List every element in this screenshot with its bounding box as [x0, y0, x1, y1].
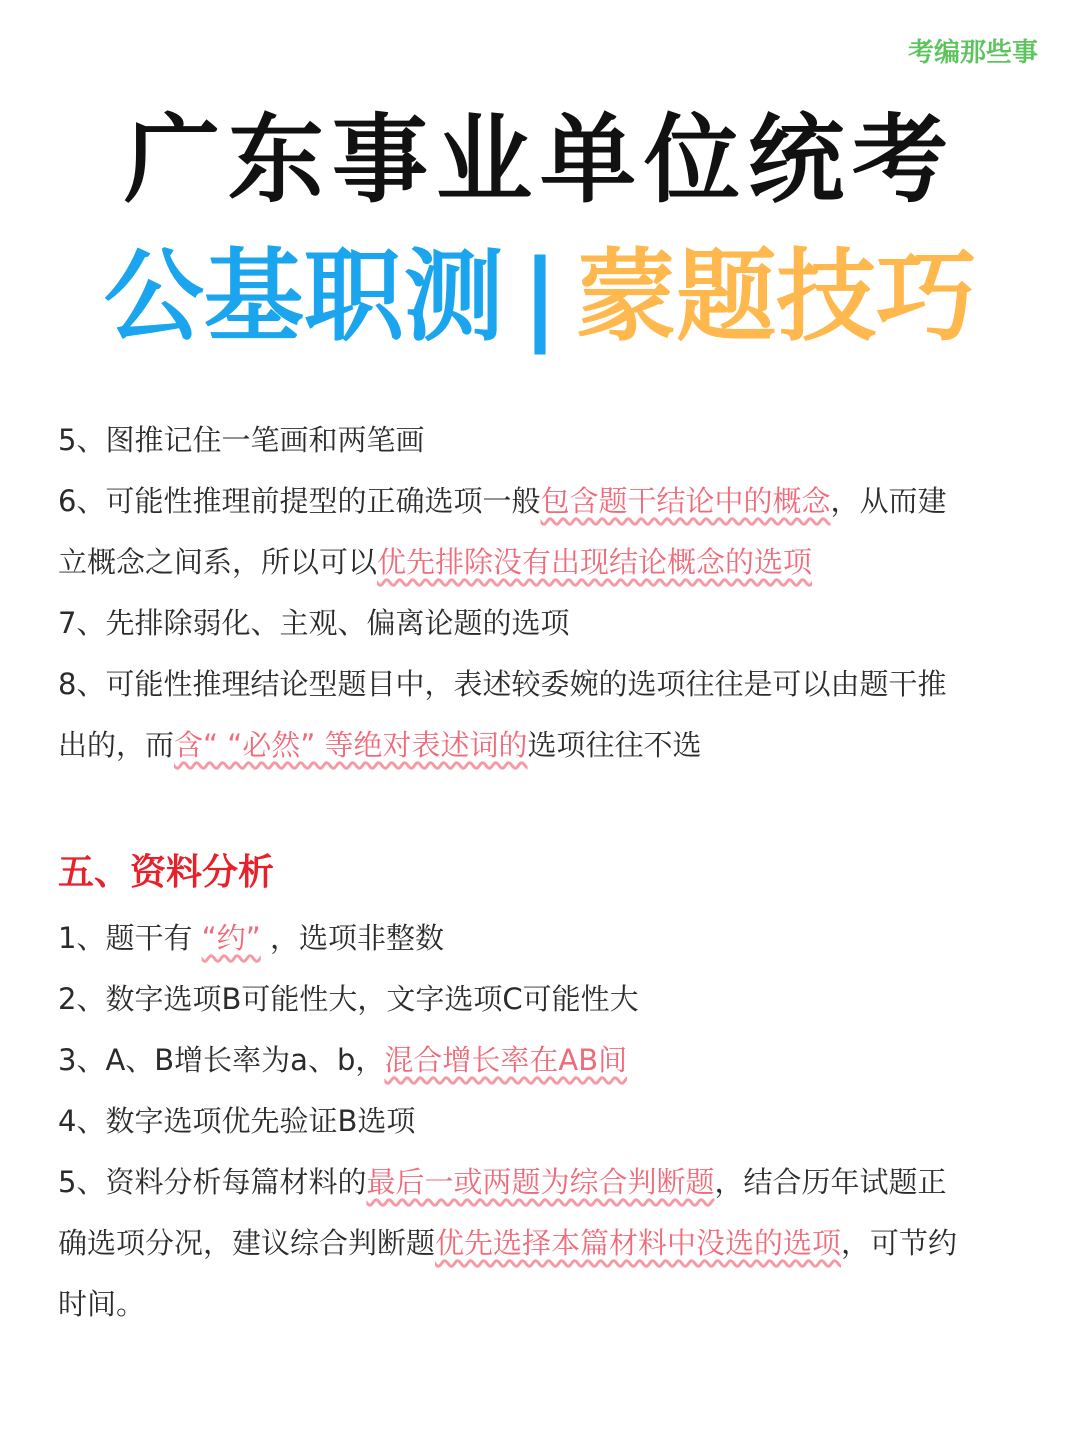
page-title: 广东事业单位统考: [124, 104, 956, 216]
page-subtitle: [0, 232, 1080, 362]
list-item: [58, 969, 1028, 1030]
list-item: [58, 1030, 1028, 1091]
content-body: [58, 410, 1028, 1335]
list-item: [58, 471, 1028, 532]
list-item: [58, 410, 1028, 471]
list-item: [58, 1152, 1028, 1213]
text-segment: 立概念之间系，所以可以: [58, 545, 378, 579]
text-segment: 出的，而: [58, 728, 175, 762]
highlighted-text: “约”: [201, 921, 261, 955]
list-item: [58, 1213, 1028, 1274]
text-segment: ，结合历年试题正: [714, 1165, 947, 1199]
text-segment: 确选项分况，建议综合判断题: [58, 1226, 436, 1260]
subtitle-separator: |: [521, 238, 559, 355]
subtitle-left: 公基职测: [103, 238, 504, 355]
text-segment: 4、数字选项优先验证B选项: [58, 1104, 416, 1138]
watermark: 考编那些事: [907, 38, 1038, 68]
highlighted-text: 优先选择本篇材料中没选的选项: [435, 1226, 842, 1260]
subtitle-right: 蒙题技巧: [576, 238, 977, 355]
text-segment: 5、资料分析每篇材料的: [58, 1165, 367, 1199]
section-4-list: [58, 410, 1028, 776]
text-segment: 6、可能性推理前提型的正确选项一般: [58, 484, 541, 518]
text-segment: ，从而建: [830, 484, 947, 518]
list-item: [58, 1274, 1028, 1335]
section-5-heading: 五、资料分析: [58, 852, 275, 893]
highlighted-text: 包含题干结论中的概念: [540, 484, 831, 518]
text-segment: ，可节约: [841, 1226, 958, 1260]
list-item: [58, 532, 1028, 593]
list-item: [58, 908, 1028, 969]
list-item: [58, 715, 1028, 776]
text-segment: 1、题干有: [58, 921, 202, 955]
section-5-list: [58, 908, 1028, 1335]
highlighted-text: 最后一或两题为综合判断题: [366, 1165, 715, 1199]
text-segment: 5、图推记住一笔画和两笔画: [58, 423, 425, 457]
highlighted-text: 含“ “必然” 等绝对表述词的: [174, 728, 528, 762]
highlighted-text: 优先排除没有出现结论概念的选项: [377, 545, 813, 579]
text-segment: 7、先排除弱化、主观、偏离论题的选项: [58, 606, 570, 640]
list-item: [58, 593, 1028, 654]
text-segment: ，选项非整数: [260, 921, 444, 955]
text-segment: 8、可能性推理结论型题目中，表述较委婉的选项往往是可以由题干推: [58, 667, 947, 701]
list-item: [58, 1091, 1028, 1152]
list-item: [58, 654, 1028, 715]
text-segment: 时间。: [58, 1287, 146, 1321]
highlighted-text: 混合增长率在AB间: [384, 1043, 628, 1077]
text-segment: 2、数字选项B可能性大，文字选项C可能性大: [58, 982, 639, 1016]
text-segment: 3、A、B增长率为a、b，: [58, 1043, 385, 1077]
text-segment: 选项往往不选: [527, 728, 702, 762]
